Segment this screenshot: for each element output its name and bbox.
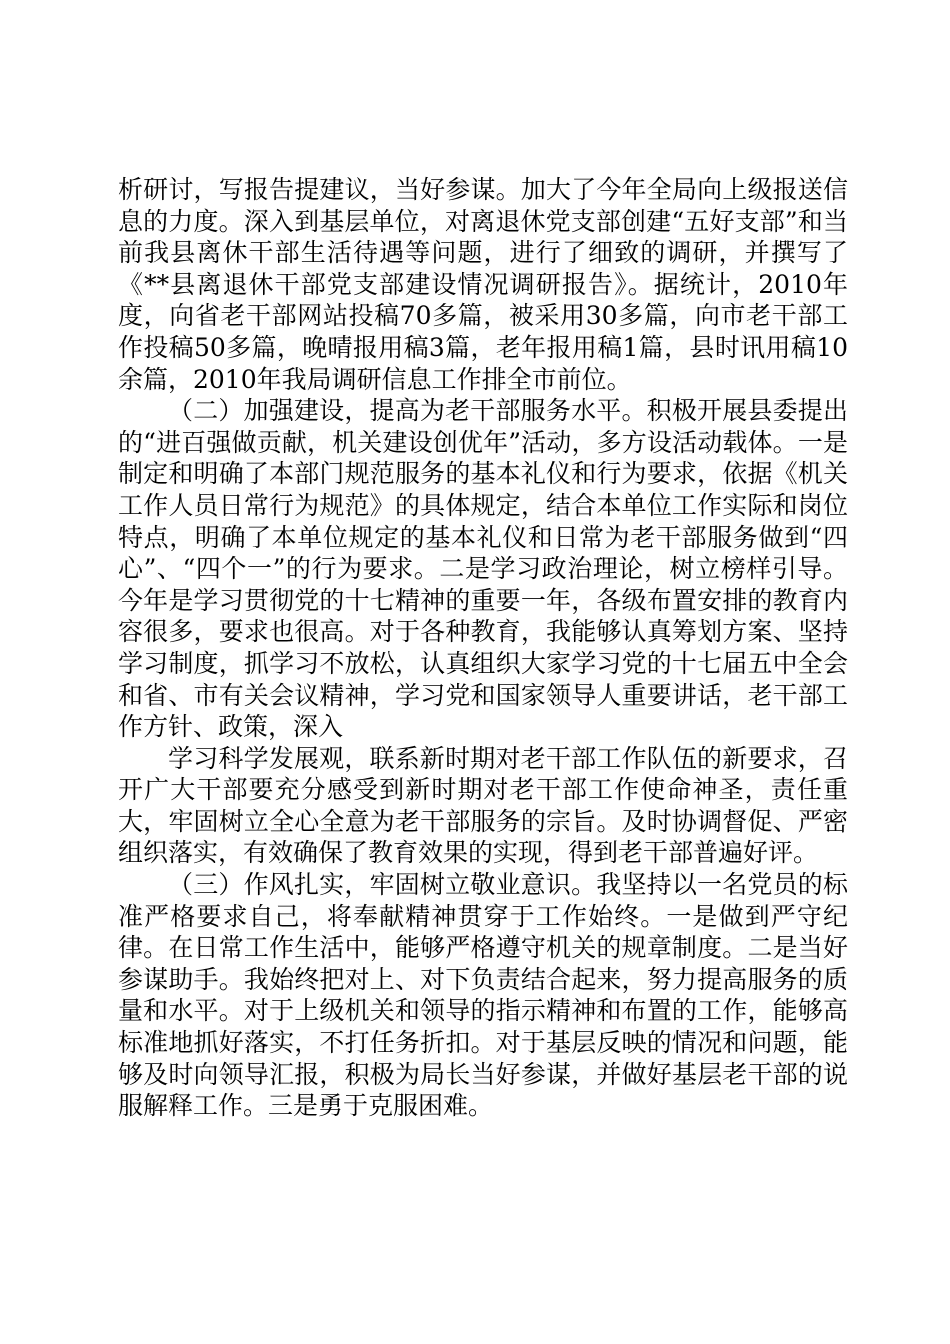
paragraph-section-three: （三）作风扎实，牢固树立敬业意识。我坚持以一名党员的标准严格要求自己，将奉献精神贯穿于工作始终。一是做到严守纪律。在日常工作生活中，能够严格遵守机关的规章制度。二是当好参谋助手。我始终把对上、对下负责结合起来，努力提高服务的质量和水平。对于上级机关和领导的指示精神和布置的工作，能够高标准地抓好落实，不打任务折扣。对于基层反映的情况和问题，能够及时向领导汇报，积极为局长当好参谋，并做好基层老干部的说服解释工作。三是勇于克服困难。 (118, 870, 848, 1121)
paragraph-section-two: （二）加强建设，提高为老干部服务水平。积极开展县委提出的“进百强做贡献，机关建设创优年”活动，多方设活动载体。一是制定和明确了本部门规范服务的基本礼仪和行为要求，依据《机关工作人员日常行为规范》的具体规定，结合本单位工作实际和岗位特点，明确了本单位规定的基本礼仪和日常为老干部服务做到“四心”、“四个一”的行为要求。二是学习政治理论，树立榜样引导。今年是学习贯彻党的十七精神的重要一年，各级布置安排的教育内容很多，要求也很高。对于各种教育，我能够认真筹划方案、坚持学习制度，抓学习不放松，认真组织大家学习党的十七届五中全会和省、市有关会议精神，学习党和国家领导人重要讲话，老干部工作方针、政策，深入 (118, 396, 848, 742)
paragraph-scientific-development: 学习科学发展观，联系新时期对老干部工作队伍的新要求，召开广大干部要充分感受到新时期对老干部工作使命神圣，责任重大，牢固树立全心全意为老干部服务的宗旨。及时协调督促、严密组织落实，有效确保了教育效果的实现，得到老干部普遍好评。 (118, 743, 848, 868)
paragraph-research-report: 析研讨，写报告提建议，当好参谋。加大了今年全局向上级报送信息的力度。深入到基层单位，对离退休党支部创建“五好支部”和当前我县离休干部生活待遇等问题，进行了细致的调研，并撰写了《**县离退休干部党支部建设情况调研报告》。据统计，2010年度，向省老干部网站投稿70多篇，被采用30多篇，向市老干部工作投稿50多篇，晚晴报用稿3篇，老年报用稿1篇，县时讯用稿10余篇，2010年我局调研信息工作排全市前位。 (118, 175, 848, 394)
document-body (118, 174, 848, 1122)
